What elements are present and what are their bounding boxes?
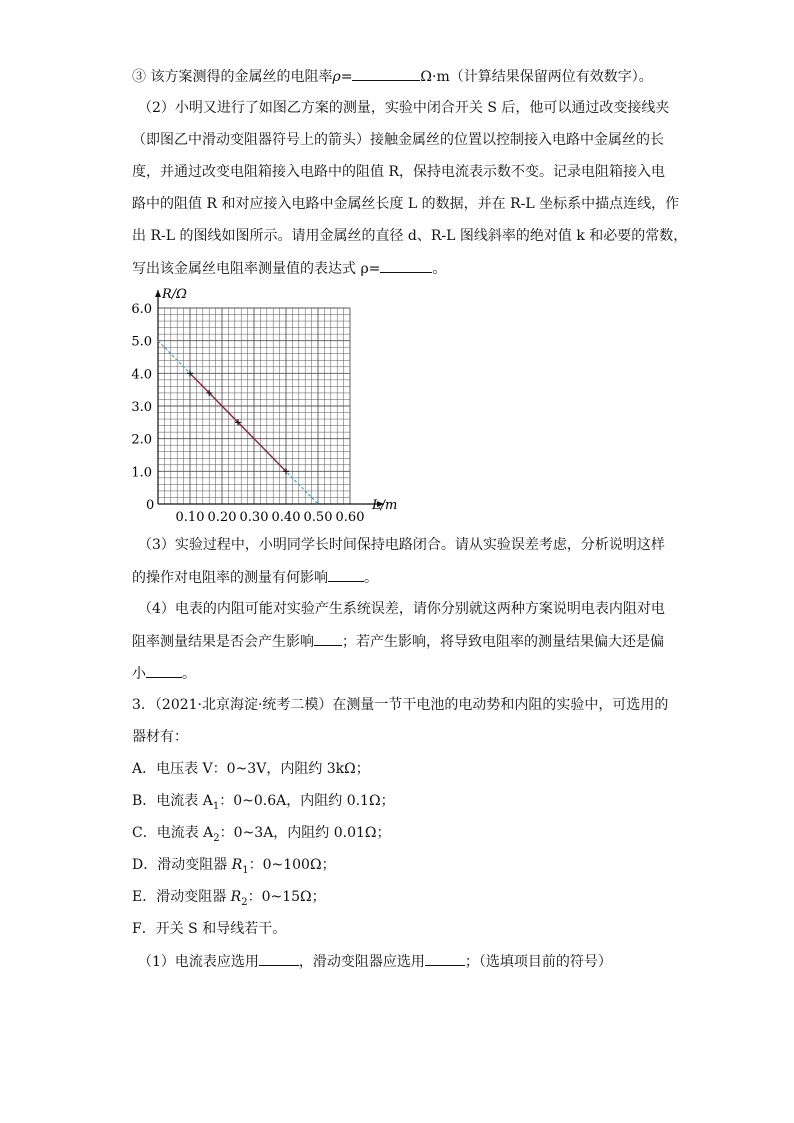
answer-blank-influence[interactable] (328, 567, 364, 582)
part4-line-2 (132, 631, 664, 652)
y-tick-label: 5.0 (131, 334, 152, 350)
y-tick-label: 2.0 (131, 432, 152, 448)
part2-line-1: （2）小明又进行了如图乙方案的测量，实验中闭合开关 S 后，他可以通过改变接线夹 (138, 100, 670, 116)
answer-blank-ammeter[interactable] (259, 951, 299, 966)
x-tick-label: 0.20 (207, 510, 237, 524)
part3-line-1: （3）实验过程中，小明同学长时间保持电路闭合。请从实验误差考虑，分析说明这样 (138, 537, 665, 553)
q3-text: 该方案测得的金属丝的电阻率 (146, 69, 333, 85)
circled-number: ③ (132, 69, 146, 85)
answer-blank-expression[interactable] (380, 258, 432, 273)
option-b-text: B．电流表 A (132, 793, 213, 809)
answer-blank-rho[interactable] (352, 66, 420, 81)
option-c-text: C．电流表 A (132, 825, 214, 841)
option-d-symbol: R (231, 857, 243, 873)
answer-blank-bias[interactable] (146, 663, 182, 678)
q3-stem-line-1: 3．（2021·北京海淀·统考二模）在测量一节干电池的电动势和内阻的实验中，可选用的 (132, 697, 669, 713)
equals-sign: = (340, 69, 353, 85)
option-e (132, 887, 326, 913)
part3-line-2 (132, 567, 378, 588)
q3-part1-mid: ，滑动变阻器应选用 (298, 954, 425, 970)
part4-line-3 (132, 663, 196, 684)
answer-blank-rheostat[interactable] (425, 951, 465, 966)
x-tick-label: 0.30 (239, 510, 269, 524)
rho-symbol: ρ (332, 69, 341, 85)
option-d-spec: ：0~100Ω； (248, 857, 336, 873)
option-f: F．开关 S 和导线若干。 (132, 921, 287, 937)
option-d-text: D．滑动变阻器 (132, 857, 232, 873)
q3-circled-line (132, 66, 653, 87)
q3-part1-line (138, 951, 612, 972)
part2-line-6-end: 。 (432, 261, 447, 277)
q3-stem-line-2: 器材有： (132, 729, 188, 745)
unit-text: Ω·m（计算结果保留两位有效数字）。 (420, 69, 653, 85)
part4-line-3-end: 。 (182, 666, 196, 682)
answer-blank-effect[interactable] (314, 631, 342, 646)
option-a: A．电压表 V：0~3V，内阻约 3kΩ； (132, 761, 370, 777)
x-axis-label: L/m (372, 498, 398, 513)
option-d (132, 855, 336, 881)
y-axis-label: R/Ω (162, 287, 187, 302)
x-tick-label: 0.10 (175, 510, 205, 524)
y-tick-label: 1.0 (131, 465, 152, 481)
x-tick-label: 0.60 (335, 510, 365, 524)
option-b (132, 791, 395, 817)
part4-line-1: （4）电表的内阻可能对实验产生系统误差，请你分别就这两种方案说明电表内阻对电 (138, 601, 665, 617)
r-l-chart (126, 284, 406, 524)
x-tick-label: 0.40 (271, 510, 301, 524)
x-tick-label: 0.50 (303, 510, 333, 524)
part4-line-2-mid: ；若产生影响，将导致电阻率的测量结果偏大还是偏 (342, 634, 664, 650)
option-e-symbol: R (230, 889, 242, 905)
q3-part1-end: ；（选填项目前的符号） (464, 954, 612, 970)
option-e-text: E．滑动变阻器 (132, 889, 231, 905)
part3-line-2-end: 。 (364, 570, 378, 586)
y-tick-label: 6.0 (131, 302, 152, 317)
part2-line-6-text: 写出该金属丝电阻率测量值的表达式 ρ= (132, 261, 381, 277)
origin-label: 0 (146, 498, 155, 513)
option-d-sub: 1 (242, 864, 249, 876)
option-c (132, 823, 391, 849)
y-tick-label: 4.0 (131, 367, 152, 383)
option-b-sub: 1 (212, 800, 220, 812)
part4-line-3-text: 小 (132, 666, 146, 682)
option-c-sub: 2 (213, 832, 220, 844)
y-axis-arrow (155, 290, 161, 297)
part2-line-2: （即图乙中滑动变阻器符号上的箭头）接触金属丝的位置以控制接入电路中金属丝的长 (132, 132, 664, 148)
part4-line-2-text: 阻率测量结果是否会产生影响 (132, 634, 314, 650)
part3-line-2-text: 的操作对电阻率的测量有何影响 (132, 570, 328, 586)
part2-line-6 (132, 258, 446, 279)
q3-part1-text: （1）电流表应选用 (138, 954, 259, 970)
part2-line-5: 出 R-L 的图线如图所示。请用金属丝的直径 d、R-L 图线斜率的绝对值 k 和必要的常数， (132, 228, 688, 244)
option-e-spec: ：0~15Ω； (247, 889, 326, 905)
option-b-spec: ：0~0.6A，内阻约 0.1Ω； (219, 793, 395, 809)
part2-line-4: 路中的阻值 R 和对应接入电路中金属丝长度 L 的数据，并在 R-L 坐标系中描点连线，作 (132, 196, 680, 212)
option-c-spec: ：0~3A，内阻约 0.01Ω； (219, 825, 391, 841)
option-e-sub: 2 (241, 896, 248, 908)
part2-line-3: 度，并通过改变电阻箱接入电路中的阻值 R，保持电流表示数不变。记录电阻箱接入电 (132, 164, 665, 180)
y-tick-label: 3.0 (131, 400, 152, 415)
